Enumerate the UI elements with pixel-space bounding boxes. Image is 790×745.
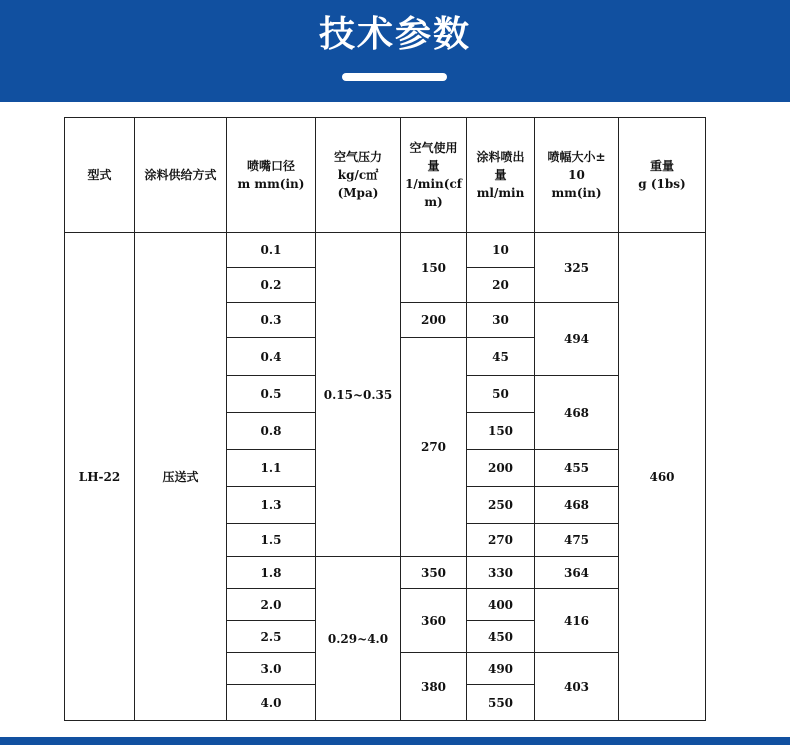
header-banner [0,0,790,102]
header-weight: 重量 g (1bs) [619,118,706,233]
nozzle-cell: 0.5 [227,376,316,413]
model-cell: LH-22 [65,233,135,721]
spray-width-cell: 364 [535,557,619,589]
header-air-pressure: 空气压力 kg/c㎡ (Mpa) [316,118,401,233]
paint-output-cell: 270 [467,524,535,557]
header-air-consumption: 空气使用 量 1/min(cf m) [401,118,467,233]
paint-output-cell: 330 [467,557,535,589]
paint-output-cell: 150 [467,413,535,450]
nozzle-cell: 1.8 [227,557,316,589]
header-nozzle-size: 喷嘴口径 m mm(in) [227,118,316,233]
header-spray-width: 喷幅大小± 10 mm(in) [535,118,619,233]
spec-table [64,117,706,721]
paint-output-cell: 45 [467,338,535,376]
nozzle-cell: 0.4 [227,338,316,376]
paint-output-cell: 400 [467,589,535,621]
footer-bar [0,737,790,745]
air-pressure-cell: 0.15~0.35 [316,233,401,557]
nozzle-cell: 4.0 [227,685,316,721]
header-row [65,118,706,233]
nozzle-cell: 0.1 [227,233,316,268]
title-underline [342,73,447,81]
nozzle-cell: 2.5 [227,621,316,653]
header-paint-output: 涂料喷出 量 ml/min [467,118,535,233]
table-row [65,233,706,268]
spray-width-cell: 325 [535,233,619,303]
nozzle-cell: 3.0 [227,653,316,685]
air-pressure-cell: 0.29~4.0 [316,557,401,721]
paint-output-cell: 250 [467,487,535,524]
nozzle-cell: 1.5 [227,524,316,557]
paint-output-cell: 30 [467,303,535,338]
header-model: 型式 [65,118,135,233]
paint-output-cell: 50 [467,376,535,413]
nozzle-cell: 1.3 [227,487,316,524]
spray-width-cell: 494 [535,303,619,376]
air-consumption-cell: 200 [401,303,467,338]
spray-width-cell: 468 [535,487,619,524]
paint-output-cell: 550 [467,685,535,721]
air-consumption-cell: 270 [401,338,467,557]
spray-width-cell: 403 [535,653,619,721]
air-consumption-cell: 380 [401,653,467,721]
weight-cell: 460 [619,233,706,721]
spray-width-cell: 468 [535,376,619,450]
nozzle-cell: 0.3 [227,303,316,338]
nozzle-cell: 0.8 [227,413,316,450]
spray-width-cell: 455 [535,450,619,487]
air-consumption-cell: 360 [401,589,467,653]
nozzle-cell: 0.2 [227,268,316,303]
paint-output-cell: 490 [467,653,535,685]
spray-width-cell: 475 [535,524,619,557]
paint-output-cell: 20 [467,268,535,303]
page-title: 技术参数 [318,14,471,55]
supply-method-cell: 压送式 [135,233,227,721]
air-consumption-cell: 350 [401,557,467,589]
nozzle-cell: 1.1 [227,450,316,487]
header-supply-method: 涂料供给方式 [135,118,227,233]
paint-output-cell: 200 [467,450,535,487]
paint-output-cell: 10 [467,233,535,268]
spray-width-cell: 416 [535,589,619,653]
nozzle-cell: 2.0 [227,589,316,621]
air-consumption-cell: 150 [401,233,467,303]
paint-output-cell: 450 [467,621,535,653]
